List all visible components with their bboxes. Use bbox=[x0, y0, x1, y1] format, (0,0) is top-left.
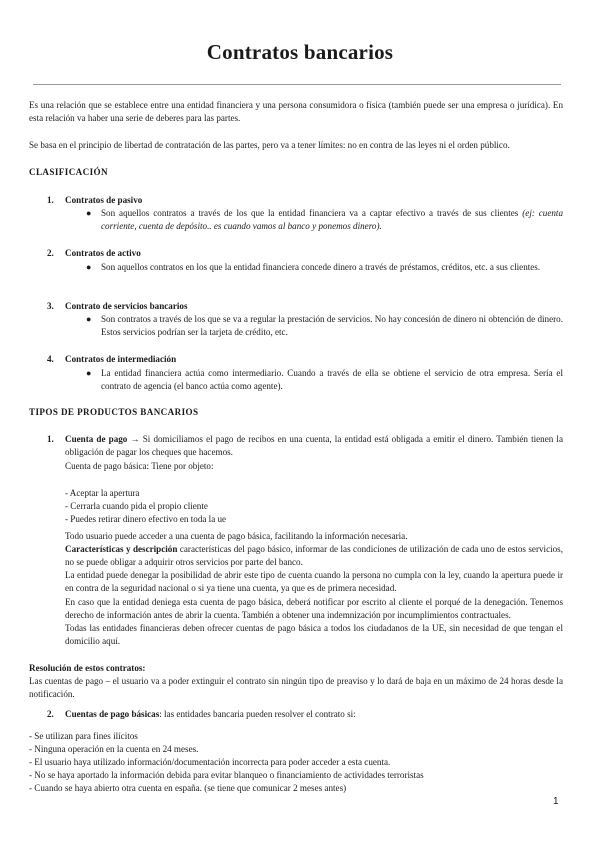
caracteristicas-paragraph bbox=[65, 543, 563, 570]
cuenta-basica-line: Cuenta de pago básica: Tiene por objeto: bbox=[65, 461, 214, 471]
bullet-icon: ● bbox=[86, 368, 92, 378]
list-item-title: Contrato de servicios bancarios bbox=[65, 301, 188, 311]
list-number: 2. bbox=[47, 709, 54, 719]
cuentas-basicas-line bbox=[65, 708, 356, 721]
list-item-text: Son aquellos contratos en los que la entidad financiera concede dinero a través de préstamos, créditos, etc. a sus clientes. bbox=[101, 262, 541, 272]
list-number: 2. bbox=[47, 248, 54, 258]
list-item-example: (ej: cuenta corriente, cuenta de depósito.. es cuando vamos al banco y ponemos dinero). bbox=[101, 208, 564, 232]
bullet-icon: ● bbox=[86, 314, 92, 324]
bullet-icon: ● bbox=[86, 262, 92, 272]
denegar-paragraph: La entidad puede denegar la posibilidad de abrir este tipo de cuenta cuando la persona no cumpla con la ley, cuando la apertura puede ir en contra de la seguridad nacional o si ya tiene una cuenta, ya que es de primera necesidad. bbox=[65, 570, 563, 594]
list-item-title: Contratos de intermediación bbox=[65, 354, 177, 364]
resolucion-paragraph: Las cuentas de pago – el usuario va a poder extinguir el contrato sin ningún tipo de preaviso y lo dará de baja en un máximo de 24 horas desde la notificación. bbox=[29, 676, 563, 700]
objeto-list-item: - Puedes retirar dinero efectivo en toda la ue bbox=[65, 514, 227, 524]
list-item-text: Son contratos a través de los que se va a regular la prestación de servicios. No hay concesión de dinero ni obtención de dinero. Estos servicios podrían ser la tarjeta de crédito, etc. bbox=[101, 314, 563, 338]
resolver-list-item: - No se haya aportado la información debida para evitar blanqueo o financiamiento de actividades terroristas bbox=[29, 770, 424, 780]
list-number: 4. bbox=[47, 354, 54, 364]
caracteristicas-heading: Características y descripción bbox=[65, 544, 178, 554]
cuenta-de-pago-paragraph bbox=[65, 433, 563, 460]
denegacion-paragraph: En caso que la entidad deniega esta cuenta de pago básica, deberá notificar por escrito al cliente el porqué de la denegación. Tenemos derecho de información antes de abrir la cuenta. También a obtener una indemnización por incumplimientos contractuales. bbox=[65, 597, 563, 621]
resolver-list-item: - El usuario haya utilizado información/documentación incorrecta para poder acceder a esta cuenta. bbox=[29, 757, 391, 767]
list-number: 1. bbox=[47, 195, 54, 205]
cuenta-de-pago-title: Cuenta de pago bbox=[65, 434, 128, 444]
list-item-text: La entidad financiera actúa como intermediario. Cuando a través de ella se obtiene el servicio de otra empresa. Sería el contrato de agencia (el banco actúa como agente). bbox=[101, 368, 563, 392]
list-number: 3. bbox=[47, 301, 54, 311]
resolucion-heading: Resolución de estos contratos: bbox=[29, 663, 146, 673]
list-number: 1. bbox=[47, 434, 54, 444]
resolver-list-item: - Se utilizan para fines ilícitos bbox=[29, 731, 138, 741]
page-number: 1 bbox=[553, 796, 559, 807]
list-item-text bbox=[101, 207, 563, 234]
section-heading-tipos: TIPOS DE PRODUCTOS BANCARIOS bbox=[29, 407, 199, 417]
title-divider bbox=[33, 84, 561, 85]
resolver-list-item: - Cuando se haya abierto otra cuenta en españa. (se tiene que comunicar 2 meses antes) bbox=[29, 783, 347, 793]
caracteristicas-text: características del pago básico, informar de las condiciones de utilización de cada uno de estos servicios, no se puede obligar a adquirir otros servicios por parte del banco. bbox=[65, 544, 563, 568]
objeto-list-item: - Aceptar la apertura bbox=[65, 488, 140, 498]
cuenta-de-pago-text: Si domiciliamos el pago de recibos en una cuenta, la entidad está obligada a emitir el dinero. También tienen la obligación de pagar los cheques que hacemos. bbox=[65, 434, 563, 458]
entidades-paragraph: Todas las entidades financieras deben ofrecer cuentas de pago básica a todos los ciudadanos de la UE, sin necesidad de que tengan el domicilio aquí. bbox=[65, 623, 563, 647]
list-item-title: Contratos de pasivo bbox=[65, 195, 143, 205]
todo-usuario-paragraph: Todo usuario puede acceder a una cuenta de pago básica, facilitando la información necesaria. bbox=[65, 531, 408, 541]
intro-paragraph-2: Se basa en el principio de libertad de contratación de las partes, pero va a tener límites: no en contra de las leyes ni el orden público. bbox=[29, 140, 510, 150]
list-item-body: Son aquellos contratos a través de los que la entidad financiera va a captar efectivo a través de sus clientes bbox=[101, 208, 519, 218]
cuentas-basicas-text: : las entidades bancaria pueden resolver el contrato si: bbox=[159, 709, 356, 719]
resolver-list-item: - Ninguna operación en la cuenta en 24 meses. bbox=[29, 744, 199, 754]
page-title: Contratos bancarios bbox=[206, 40, 394, 64]
list-item-title: Contratos de activo bbox=[65, 248, 141, 258]
intro-paragraph-1: Es una relación que se establece entre una entidad financiera y una persona consumidora o física (también puede ser una empresa o jurídica). En esta relación va haber una serie de deberes para las partes. bbox=[29, 100, 563, 124]
bullet-icon: ● bbox=[86, 208, 92, 218]
objeto-list-item: - Cerrarla cuando pida el propio cliente bbox=[65, 501, 208, 511]
section-heading-clasificacion: CLASIFICACIÓN bbox=[29, 167, 108, 177]
arrow-icon: → bbox=[130, 434, 140, 444]
cuentas-basicas-title: Cuentas de pago básicas bbox=[65, 709, 160, 719]
